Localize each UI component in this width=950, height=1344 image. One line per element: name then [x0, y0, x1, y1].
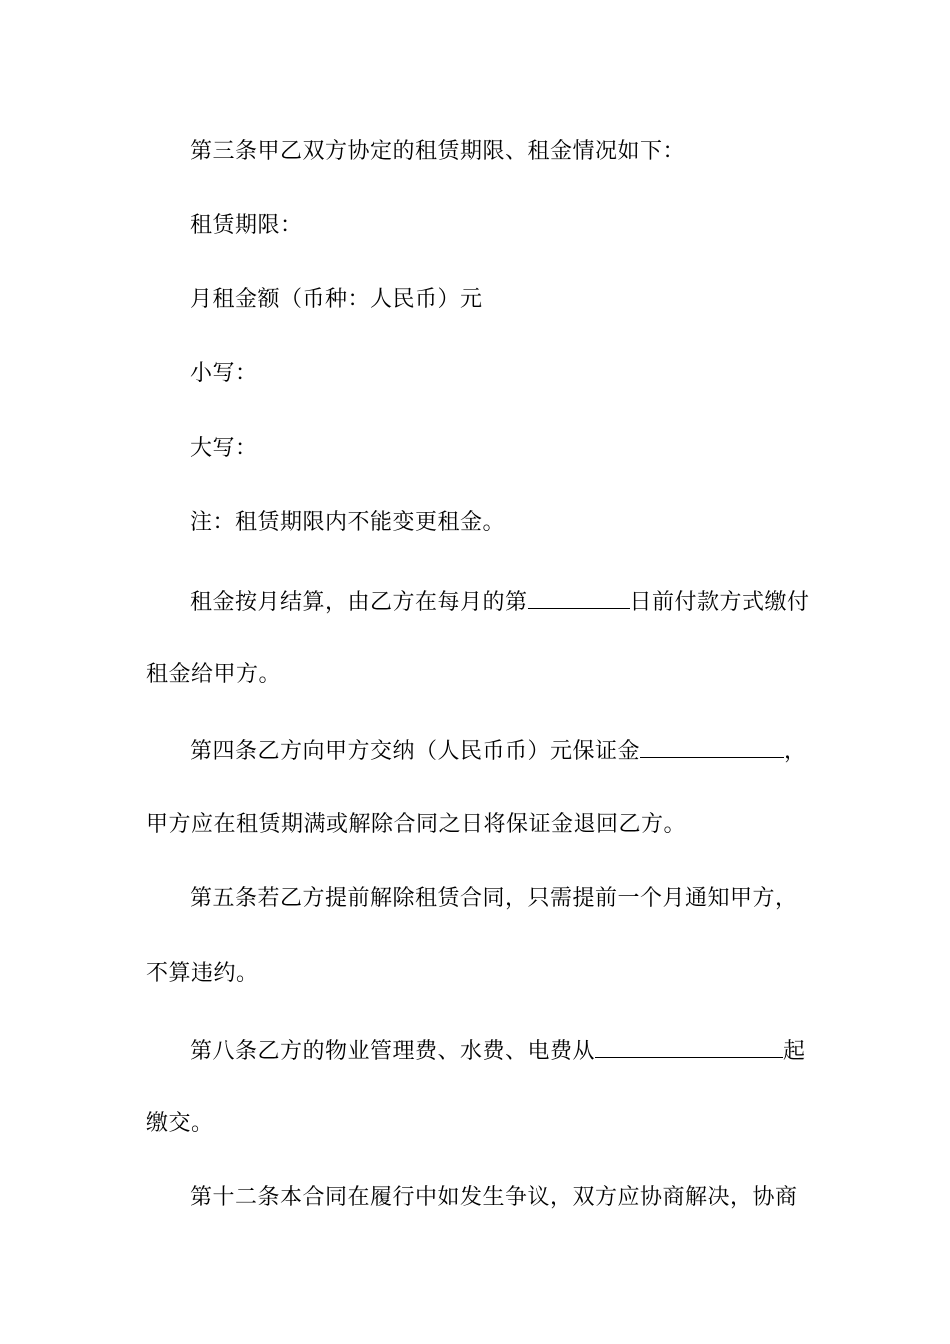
- clause-4-continuation: 甲方应在租赁期满或解除合同之日将保证金退回乙方。: [146, 812, 687, 837]
- clause-5-line: 第五条若乙方提前解除租赁合同，只需提前一个月通知甲方，: [190, 886, 798, 911]
- clause-12-line: 第十二条本合同在履行中如发生争议，双方应协商解决，协商: [190, 1185, 798, 1210]
- clause-3-heading: 第三条甲乙双方协定的租赁期限、租金情况如下：: [190, 139, 686, 164]
- fee-start-blank: [595, 1035, 783, 1058]
- deposit-blank: [640, 735, 784, 758]
- clause-8-line: 第八条乙方的物业管理费、水费、电费从 起: [146, 1035, 850, 1067]
- rent-payment-continuation: 租金给甲方。: [146, 662, 282, 687]
- clause-5-continuation: 不算违约。: [146, 961, 259, 986]
- payment-day-blank: [528, 586, 630, 609]
- lease-term-line: 租赁期限：: [190, 213, 303, 238]
- amount-uppercase-line: 大写：: [190, 436, 258, 461]
- monthly-rent-line: 月租金额（币种：人民币）元: [190, 287, 483, 312]
- clause-8-continuation: 缴交。: [146, 1111, 214, 1136]
- clause-4-line: 第四条乙方向甲方交纳（人民币币）元保证金 ，: [146, 735, 850, 767]
- note-line: 注：租赁期限内不能变更租金。: [190, 510, 506, 535]
- rent-payment-line: 租金按月结算，由乙方在每月的第 日前付款方式缴付: [146, 586, 850, 618]
- amount-lowercase-line: 小写：: [190, 361, 258, 386]
